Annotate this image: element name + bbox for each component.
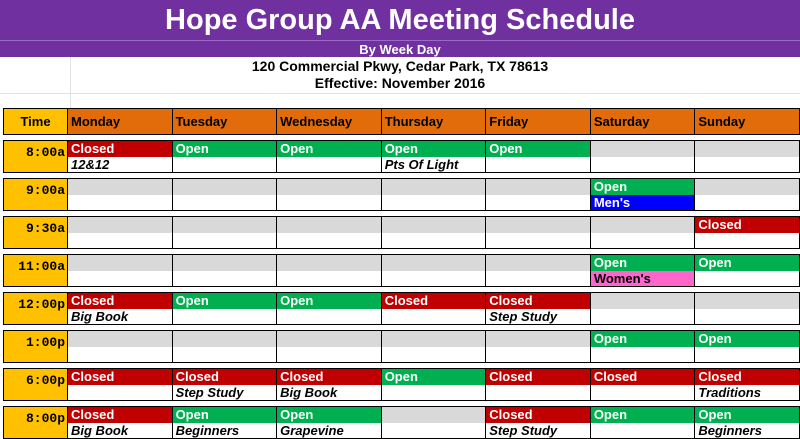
meeting-note [382,347,486,363]
meeting-type [382,407,486,423]
meeting-type: Open [695,407,799,423]
time-cell: 1:00p [3,330,68,363]
meeting-cell [486,216,591,249]
meeting-note: Big Book [277,385,381,401]
meeting-type [68,331,172,347]
meeting-note: Step Study [486,423,590,439]
meeting-note [382,423,486,439]
meeting-cell [695,368,800,401]
meeting-note [695,309,799,325]
meeting-note [68,233,172,249]
meeting-cell [695,178,800,211]
meeting-note [277,309,381,325]
meeting-note [173,347,277,363]
meeting-type: Open [382,369,486,385]
page-subtitle: By Week Day [0,40,800,57]
meeting-cell [68,140,173,173]
day-header-thursday: Thursday [382,108,487,135]
meeting-note [591,347,695,363]
meeting-note [591,385,695,401]
meeting-type: Closed [382,293,486,309]
meeting-type: Closed [695,217,799,233]
meeting-type [695,141,799,157]
meeting-note [173,233,277,249]
time-header: Time [3,108,68,135]
meeting-cell [591,368,696,401]
meeting-cell [173,140,278,173]
meeting-note [68,271,172,287]
meeting-note [486,385,590,401]
time-cell: 8:00a [3,140,68,173]
meeting-note [486,157,590,173]
meeting-note [591,309,695,325]
meeting-cell [486,330,591,363]
table-row [3,406,800,439]
meeting-note [486,347,590,363]
meeting-cell [591,330,696,363]
meeting-type [591,141,695,157]
meeting-cell [68,368,173,401]
meeting-note [173,309,277,325]
meeting-cell [591,254,696,287]
meeting-cell [695,216,800,249]
meeting-type: Open [591,255,695,271]
meeting-note [695,157,799,173]
meeting-cell [486,178,591,211]
meeting-cell [277,140,382,173]
table-row [3,216,800,249]
meeting-cell [277,406,382,439]
meeting-cell [382,216,487,249]
meeting-note [382,195,486,211]
meeting-type: Closed [486,407,590,423]
meeting-cell [382,254,487,287]
meeting-cell [382,178,487,211]
address-line: 120 Commercial Pkwy, Cedar Park, TX 78613 [251,58,549,74]
meeting-cell [382,292,487,325]
meeting-type: Open [486,141,590,157]
meeting-note [695,271,799,287]
meeting-type [173,179,277,195]
meeting-cell [68,216,173,249]
meeting-note [277,347,381,363]
schedule-table [3,108,800,439]
meeting-cell [277,292,382,325]
meeting-cell [173,406,278,439]
meeting-cell [173,254,278,287]
meeting-type [68,217,172,233]
meeting-note [382,385,486,401]
table-row [3,254,800,287]
meeting-note [591,233,695,249]
meeting-note [173,271,277,287]
meeting-type [382,255,486,271]
meeting-cell [277,254,382,287]
meeting-type [173,331,277,347]
meeting-note [68,347,172,363]
day-header-wednesday: Wednesday [277,108,382,135]
meeting-note: 12&12 [68,157,172,173]
meeting-type [486,255,590,271]
meeting-cell [277,178,382,211]
day-header-monday: Monday [68,108,173,135]
meeting-cell [486,292,591,325]
meeting-type: Open [173,293,277,309]
time-cell: 12:00p [3,292,68,325]
meeting-type [695,179,799,195]
meeting-cell [591,406,696,439]
meeting-type: Open [695,331,799,347]
meeting-cell [486,254,591,287]
table-row [3,178,800,211]
meeting-cell [173,330,278,363]
meeting-type: Closed [486,369,590,385]
meeting-cell [486,406,591,439]
meeting-type [68,255,172,271]
meeting-cell [68,292,173,325]
meeting-type [173,217,277,233]
meeting-type: Closed [68,141,172,157]
meeting-type: Open [277,407,381,423]
meeting-cell [382,368,487,401]
table-row [3,292,800,325]
meeting-note [695,233,799,249]
meeting-cell [68,254,173,287]
meeting-type: Closed [173,369,277,385]
meeting-note: Beginners [695,423,799,439]
meeting-type [277,255,381,271]
meeting-type [486,179,590,195]
meeting-cell [382,406,487,439]
schedule-rows [3,135,800,439]
meeting-note [277,157,381,173]
time-cell: 8:00p [3,406,68,439]
meeting-note [277,271,381,287]
meeting-note [173,157,277,173]
meeting-note: Big Book [68,309,172,325]
meeting-note [591,157,695,173]
meeting-note: Pts Of Light [382,157,486,173]
meeting-cell [695,406,800,439]
meeting-type: Open [591,331,695,347]
meeting-cell [695,330,800,363]
page-title: Hope Group AA Meeting Schedule [0,0,800,40]
sheet-gridline [0,93,800,94]
meeting-type: Closed [68,369,172,385]
day-header-sunday: Sunday [695,108,800,135]
meeting-type: Closed [68,293,172,309]
meeting-type [382,179,486,195]
meeting-note [382,309,486,325]
meeting-cell [695,254,800,287]
meeting-note [695,195,799,211]
meeting-type [486,331,590,347]
meeting-cell [68,330,173,363]
meeting-type [591,217,695,233]
meeting-type: Open [591,407,695,423]
meeting-type [695,293,799,309]
meeting-cell [382,140,487,173]
day-header-saturday: Saturday [591,108,696,135]
meeting-note [68,385,172,401]
meeting-note [382,233,486,249]
meeting-note: Men's [591,195,695,211]
meeting-cell [173,292,278,325]
meeting-cell [173,178,278,211]
meeting-note [277,195,381,211]
meeting-cell [486,368,591,401]
meeting-type: Open [277,293,381,309]
meeting-cell [591,292,696,325]
meeting-note: Grapevine [277,423,381,439]
meeting-cell [591,178,696,211]
meeting-type: Closed [695,369,799,385]
meeting-type [173,255,277,271]
sheet-gridline [70,57,71,110]
meeting-type [591,293,695,309]
meeting-cell [486,140,591,173]
meeting-note [591,423,695,439]
meeting-note [277,233,381,249]
meeting-note: Beginners [173,423,277,439]
meeting-note [173,195,277,211]
day-header-tuesday: Tuesday [173,108,278,135]
meeting-cell [173,216,278,249]
meeting-note: Step Study [486,309,590,325]
meeting-type [277,179,381,195]
time-cell: 11:00a [3,254,68,287]
table-row [3,368,800,401]
time-cell: 9:30a [3,216,68,249]
meeting-cell [591,216,696,249]
meeting-cell [173,368,278,401]
meeting-type [68,179,172,195]
meeting-note [695,347,799,363]
meeting-type [382,217,486,233]
meeting-cell [695,292,800,325]
meeting-type: Open [382,141,486,157]
meeting-cell [382,330,487,363]
meeting-type [277,217,381,233]
meeting-note: Traditions [695,385,799,401]
meeting-note: Big Book [68,423,172,439]
meeting-note: Step Study [173,385,277,401]
meeting-note [382,271,486,287]
meeting-cell [695,140,800,173]
day-header-friday: Friday [486,108,591,135]
effective-line: Effective: November 2016 [314,75,486,91]
meeting-type: Closed [486,293,590,309]
meeting-cell [277,368,382,401]
meeting-type: Closed [277,369,381,385]
table-row [3,330,800,363]
meeting-cell [68,406,173,439]
meeting-type: Closed [591,369,695,385]
meeting-note [486,195,590,211]
time-cell: 9:00a [3,178,68,211]
meeting-cell [591,140,696,173]
meeting-note [486,233,590,249]
meeting-type: Open [695,255,799,271]
meeting-type: Open [173,407,277,423]
meeting-type [277,331,381,347]
header-row [3,108,800,135]
meeting-type: Closed [68,407,172,423]
meeting-cell [277,216,382,249]
meeting-cell [68,178,173,211]
meeting-type [486,217,590,233]
meeting-type [382,331,486,347]
meeting-type: Open [173,141,277,157]
meeting-type: Open [277,141,381,157]
meeting-note [486,271,590,287]
meeting-note [68,195,172,211]
time-cell: 6:00p [3,368,68,401]
meeting-note: Women's [591,271,695,287]
meeting-type: Open [591,179,695,195]
meeting-cell [277,330,382,363]
table-row [3,140,800,173]
